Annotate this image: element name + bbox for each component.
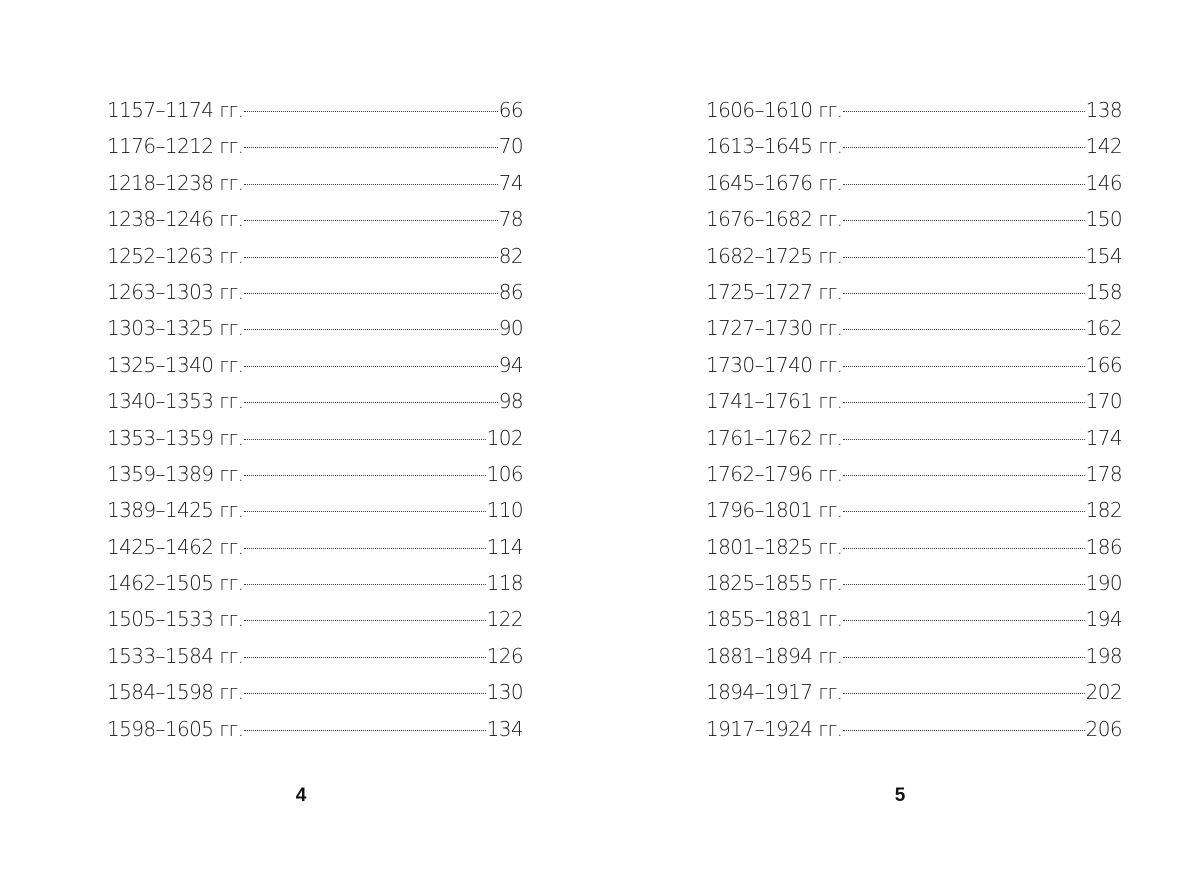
dot-leader <box>843 147 1084 148</box>
dot-leader <box>843 730 1084 731</box>
toc-entry-label: 1176–1212 гг. <box>107 134 244 159</box>
toc-entry-label: 1727–1730 гг. <box>706 316 843 341</box>
toc-entry-label: 1730–1740 гг. <box>706 352 843 377</box>
toc-entry-page-number: 194 <box>1085 607 1122 632</box>
toc-entry <box>107 420 523 456</box>
toc-entry-page-number: 178 <box>1085 461 1122 486</box>
toc-entry <box>107 383 523 419</box>
toc-entry <box>706 274 1122 310</box>
toc-entry-page-number: 70 <box>498 134 523 159</box>
toc-entry <box>706 165 1122 201</box>
toc-entry-page-number: 162 <box>1085 316 1122 341</box>
toc-entry <box>107 711 523 747</box>
toc-entry <box>107 456 523 492</box>
dot-leader <box>843 439 1084 440</box>
toc-entry <box>706 310 1122 346</box>
dot-leader <box>843 657 1084 658</box>
toc-entry-page-number: 94 <box>498 352 523 377</box>
toc-entry-page-number: 130 <box>486 680 523 705</box>
toc-entry-label: 1584–1598 гг. <box>107 680 244 705</box>
page-number-left: 4 <box>295 785 307 806</box>
toc-entry <box>706 383 1122 419</box>
dot-leader <box>843 257 1084 258</box>
toc-entry-page-number: 106 <box>486 461 523 486</box>
toc-entry-label: 1741–1761 гг. <box>706 389 843 414</box>
toc-entry-page-number: 150 <box>1085 207 1122 232</box>
toc-entry-page-number: 138 <box>1085 98 1122 122</box>
toc-entry-page-number: 198 <box>1085 643 1122 668</box>
toc-entry-label: 1761–1762 гг. <box>706 425 843 450</box>
toc-entry-page-number: 66 <box>498 98 523 122</box>
page-number-right: 5 <box>894 785 906 806</box>
toc-entry-page-number: 190 <box>1085 571 1122 596</box>
toc-entry-page-number: 186 <box>1085 534 1122 559</box>
dot-leader <box>843 366 1084 367</box>
toc-entry-page-number: 182 <box>1085 498 1122 523</box>
toc-entry-page-number: 134 <box>486 716 523 741</box>
toc-entry <box>706 492 1122 528</box>
toc-entry-label: 1613–1645 гг. <box>706 134 843 159</box>
dot-leader <box>843 511 1084 512</box>
toc-entry <box>107 238 523 274</box>
toc-entry <box>706 456 1122 492</box>
toc-entry-label: 1238–1246 гг. <box>107 207 244 232</box>
dot-leader <box>843 111 1084 112</box>
toc-entry <box>107 128 523 164</box>
toc-entry-page-number: 126 <box>486 643 523 668</box>
dot-leader <box>244 730 485 731</box>
toc-entry-label: 1796–1801 гг. <box>706 498 843 523</box>
dot-leader <box>244 147 497 148</box>
dot-leader <box>244 257 497 258</box>
toc-entry <box>107 638 523 674</box>
toc-entry <box>107 347 523 383</box>
toc-entry-page-number: 122 <box>486 607 523 632</box>
toc-entry-label: 1606–1610 гг. <box>706 98 843 122</box>
toc-entry <box>706 638 1122 674</box>
dot-leader <box>843 329 1084 330</box>
toc-entry <box>107 492 523 528</box>
toc-entry <box>107 310 523 346</box>
dot-leader <box>843 693 1084 694</box>
toc-entry-page-number: 86 <box>498 279 523 304</box>
toc-entry-label: 1533–1584 гг. <box>107 643 244 668</box>
toc-entry <box>706 601 1122 637</box>
toc-entry <box>107 201 523 237</box>
toc-entry <box>706 420 1122 456</box>
toc-entry-label: 1645–1676 гг. <box>706 170 843 195</box>
toc-list-left <box>107 92 523 747</box>
toc-entry <box>706 128 1122 164</box>
toc-entry-page-number: 110 <box>486 498 523 523</box>
dot-leader <box>244 439 485 440</box>
toc-entry <box>107 92 523 128</box>
dot-leader <box>843 584 1084 585</box>
dot-leader <box>843 475 1084 476</box>
toc-entry-label: 1894–1917 гг. <box>706 680 843 705</box>
dot-leader <box>244 475 485 476</box>
toc-entry-page-number: 82 <box>498 243 523 268</box>
toc-entry-label: 1855–1881 гг. <box>706 607 843 632</box>
toc-entry-label: 1881–1894 гг. <box>706 643 843 668</box>
toc-entry-page-number: 74 <box>498 170 523 195</box>
toc-entry <box>706 711 1122 747</box>
toc-entry-label: 1325–1340 гг. <box>107 352 244 377</box>
toc-entry-page-number: 146 <box>1085 170 1122 195</box>
toc-entry-page-number: 114 <box>486 534 523 559</box>
dot-leader <box>244 220 497 221</box>
toc-entry-label: 1425–1462 гг. <box>107 534 244 559</box>
dot-leader <box>843 220 1084 221</box>
toc-entry-label: 1676–1682 гг. <box>706 207 843 232</box>
toc-entry-label: 1462–1505 гг. <box>107 571 244 596</box>
toc-entry-label: 1762–1796 гг. <box>706 461 843 486</box>
toc-entry-label: 1598–1605 гг. <box>107 716 244 741</box>
toc-entry-label: 1505–1533 гг. <box>107 607 244 632</box>
toc-entry-label: 1682–1725 гг. <box>706 243 843 268</box>
dot-leader <box>244 511 485 512</box>
toc-entry-page-number: 90 <box>498 316 523 341</box>
toc-entry-label: 1218–1238 гг. <box>107 170 244 195</box>
dot-leader <box>843 548 1084 549</box>
toc-entry <box>107 565 523 601</box>
toc-entry-page-number: 154 <box>1085 243 1122 268</box>
toc-entry-label: 1801–1825 гг. <box>706 534 843 559</box>
toc-entry <box>107 601 523 637</box>
toc-entry <box>107 674 523 710</box>
dot-leader <box>244 366 497 367</box>
dot-leader <box>843 184 1084 185</box>
left-page-toc <box>107 92 523 747</box>
toc-entry-label: 1303–1325 гг. <box>107 316 244 341</box>
toc-entry-page-number: 98 <box>498 389 523 414</box>
toc-entry-page-number: 102 <box>486 425 523 450</box>
toc-entry-label: 1263–1303 гг. <box>107 279 244 304</box>
toc-entry-page-number: 202 <box>1085 680 1122 705</box>
toc-entry-label: 1389–1425 гг. <box>107 498 244 523</box>
dot-leader <box>843 402 1084 403</box>
dot-leader <box>244 402 497 403</box>
toc-entry <box>107 165 523 201</box>
toc-entry-label: 1353–1359 гг. <box>107 425 244 450</box>
toc-list-right <box>706 92 1122 747</box>
toc-entry-page-number: 78 <box>498 207 523 232</box>
dot-leader <box>843 293 1084 294</box>
toc-entry <box>107 274 523 310</box>
dot-leader <box>244 293 497 294</box>
toc-entry <box>706 201 1122 237</box>
toc-entry-label: 1917–1924 гг. <box>706 716 843 741</box>
toc-entry-label: 1725–1727 гг. <box>706 279 843 304</box>
toc-entry <box>706 565 1122 601</box>
toc-entry <box>706 529 1122 565</box>
toc-entry-page-number: 166 <box>1085 352 1122 377</box>
dot-leader <box>244 657 485 658</box>
toc-entry <box>107 529 523 565</box>
right-page-toc <box>706 92 1122 747</box>
toc-entry <box>706 92 1122 128</box>
dot-leader <box>244 329 497 330</box>
toc-entry-page-number: 170 <box>1085 389 1122 414</box>
dot-leader <box>244 548 485 549</box>
toc-entry-label: 1252–1263 гг. <box>107 243 244 268</box>
toc-entry-page-number: 158 <box>1085 279 1122 304</box>
dot-leader <box>244 584 485 585</box>
toc-entry-page-number: 206 <box>1085 716 1122 741</box>
toc-entry-page-number: 174 <box>1085 425 1122 450</box>
dot-leader <box>244 184 497 185</box>
dot-leader <box>843 620 1084 621</box>
toc-entry-label: 1157–1174 гг. <box>107 98 244 122</box>
dot-leader <box>244 620 485 621</box>
toc-entry <box>706 347 1122 383</box>
toc-entry-page-number: 118 <box>486 571 523 596</box>
toc-entry-label: 1825–1855 гг. <box>706 571 843 596</box>
toc-entry <box>706 674 1122 710</box>
toc-entry <box>706 238 1122 274</box>
toc-entry-label: 1340–1353 гг. <box>107 389 244 414</box>
toc-entry-label: 1359–1389 гг. <box>107 461 244 486</box>
toc-entry-page-number: 142 <box>1085 134 1122 159</box>
dot-leader <box>244 111 497 112</box>
dot-leader <box>244 693 485 694</box>
